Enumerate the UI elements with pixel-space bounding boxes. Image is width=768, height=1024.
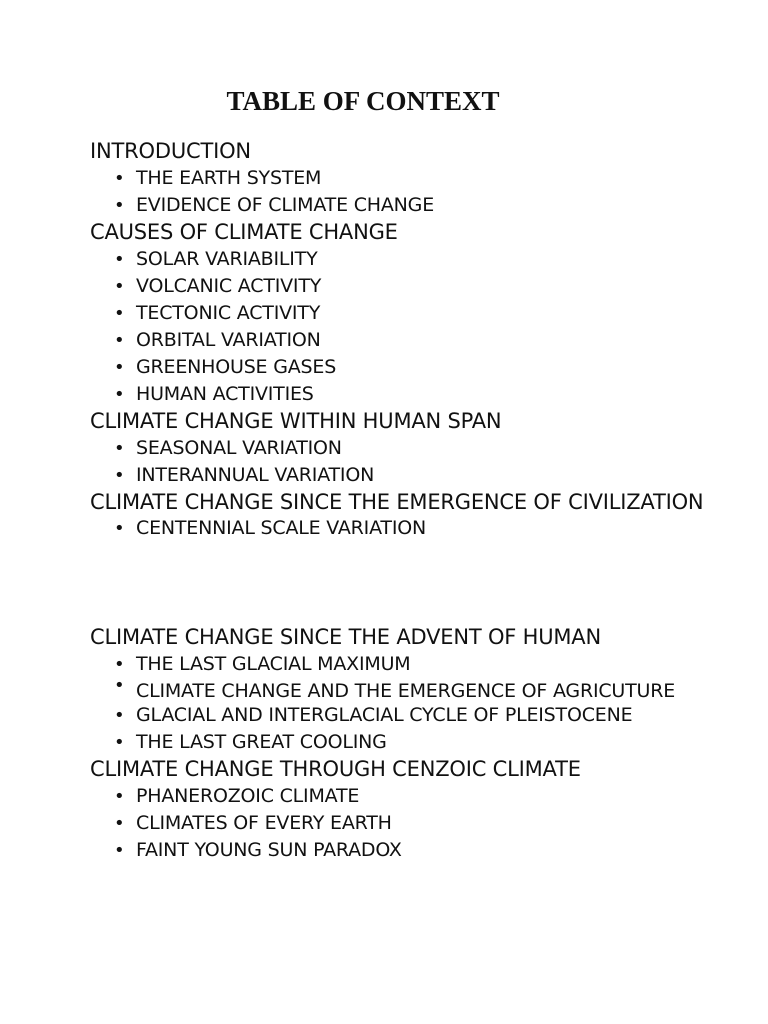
bullet-icon: • [114,168,125,189]
item-label: THE EARTH SYSTEM [136,167,322,189]
bullet-icon: • [114,786,125,807]
list-item [114,192,730,219]
item-label: THE LAST GLACIAL MAXIMUM [136,653,411,675]
bullet-icon: • [114,276,125,297]
section-heading: CLIMATE CHANGE WITHIN HUMAN SPAN [90,409,502,433]
list-item [114,675,730,702]
list-item [114,810,730,837]
bullet-icon: • [114,438,125,459]
list-item [114,651,730,678]
table-of-contents [90,138,730,864]
toc-section-cenzoic [90,756,730,864]
bullet-icon: • [114,330,125,351]
item-label: THE LAST GREAT COOLING [136,731,387,753]
list-item [114,327,730,354]
item-label: CLIMATES OF EVERY EARTH [136,812,392,834]
item-label: TECTONIC ACTIVITY [136,302,321,324]
list-item [114,729,730,756]
list-item [114,165,730,192]
bullet-icon: • [114,654,125,675]
bullet-icon: • [114,249,125,270]
bullet-icon: • [114,357,125,378]
bullet-icon: • [114,732,125,753]
item-label: FAINT YOUNG SUN PARADOX [136,839,402,861]
item-label: EVIDENCE OF CLIMATE CHANGE [136,194,435,216]
list-item [114,435,730,462]
item-label: VOLCANIC ACTIVITY [136,275,322,297]
item-label: GLACIAL AND INTERGLACIAL CYCLE OF PLEISTOCENE [136,704,633,726]
item-label: PHANEROZOIC CLIMATE [136,785,360,807]
section-item-list [90,651,730,756]
item-label: SEASONAL VARIATION [136,437,342,459]
list-item [114,462,730,489]
list-item [114,783,730,810]
section-item-list [90,515,730,542]
bullet-icon: • [114,813,125,834]
item-label: CENTENNIAL SCALE VARIATION [136,517,426,539]
list-item [114,702,730,729]
item-label: HUMAN ACTIVITIES [136,383,314,405]
bullet-icon: • [114,840,125,861]
list-item [114,246,730,273]
toc-section-causes [90,219,730,408]
item-label: ORBITAL VARIATION [136,329,321,351]
section-heading: INTRODUCTION [90,139,251,163]
list-item [114,300,730,327]
bullet-icon: • [114,195,125,216]
section-heading: CLIMATE CHANGE SINCE THE EMERGENCE OF CIVILIZATION [90,490,704,514]
section-item-list [90,435,730,489]
list-item [114,273,730,300]
section-heading: CLIMATE CHANGE THROUGH CENZOIC CLIMATE [90,757,581,781]
bullet-icon: • [114,303,125,324]
toc-section-advent-of-human [90,624,730,756]
section-item-list [90,246,730,408]
bullet-icon: • [114,705,125,726]
item-label: SOLAR VARIABILITY [136,248,318,270]
bullet-icon: • [114,465,125,486]
list-item [114,515,730,542]
section-item-list [90,165,730,219]
list-item [114,354,730,381]
toc-section-introduction [90,138,730,219]
bullet-icon: • [114,384,125,405]
list-item [114,837,730,864]
bullet-icon: • [114,675,125,696]
section-heading: CLIMATE CHANGE SINCE THE ADVENT OF HUMAN [90,625,601,649]
list-item [114,381,730,408]
item-label: CLIMATE CHANGE AND THE EMERGENCE OF AGRICUTURE [136,680,676,702]
section-item-list [90,783,730,864]
item-label: INTERANNUAL VARIATION [136,464,375,486]
section-heading: CAUSES OF CLIMATE CHANGE [90,220,398,244]
toc-section-civilization [90,489,730,542]
item-label: GREENHOUSE GASES [136,356,337,378]
bullet-icon: • [114,518,125,539]
toc-section-human-span [90,408,730,489]
page-title: TABLE OF CONTEXT [226,86,500,116]
page-spacer [90,542,730,624]
